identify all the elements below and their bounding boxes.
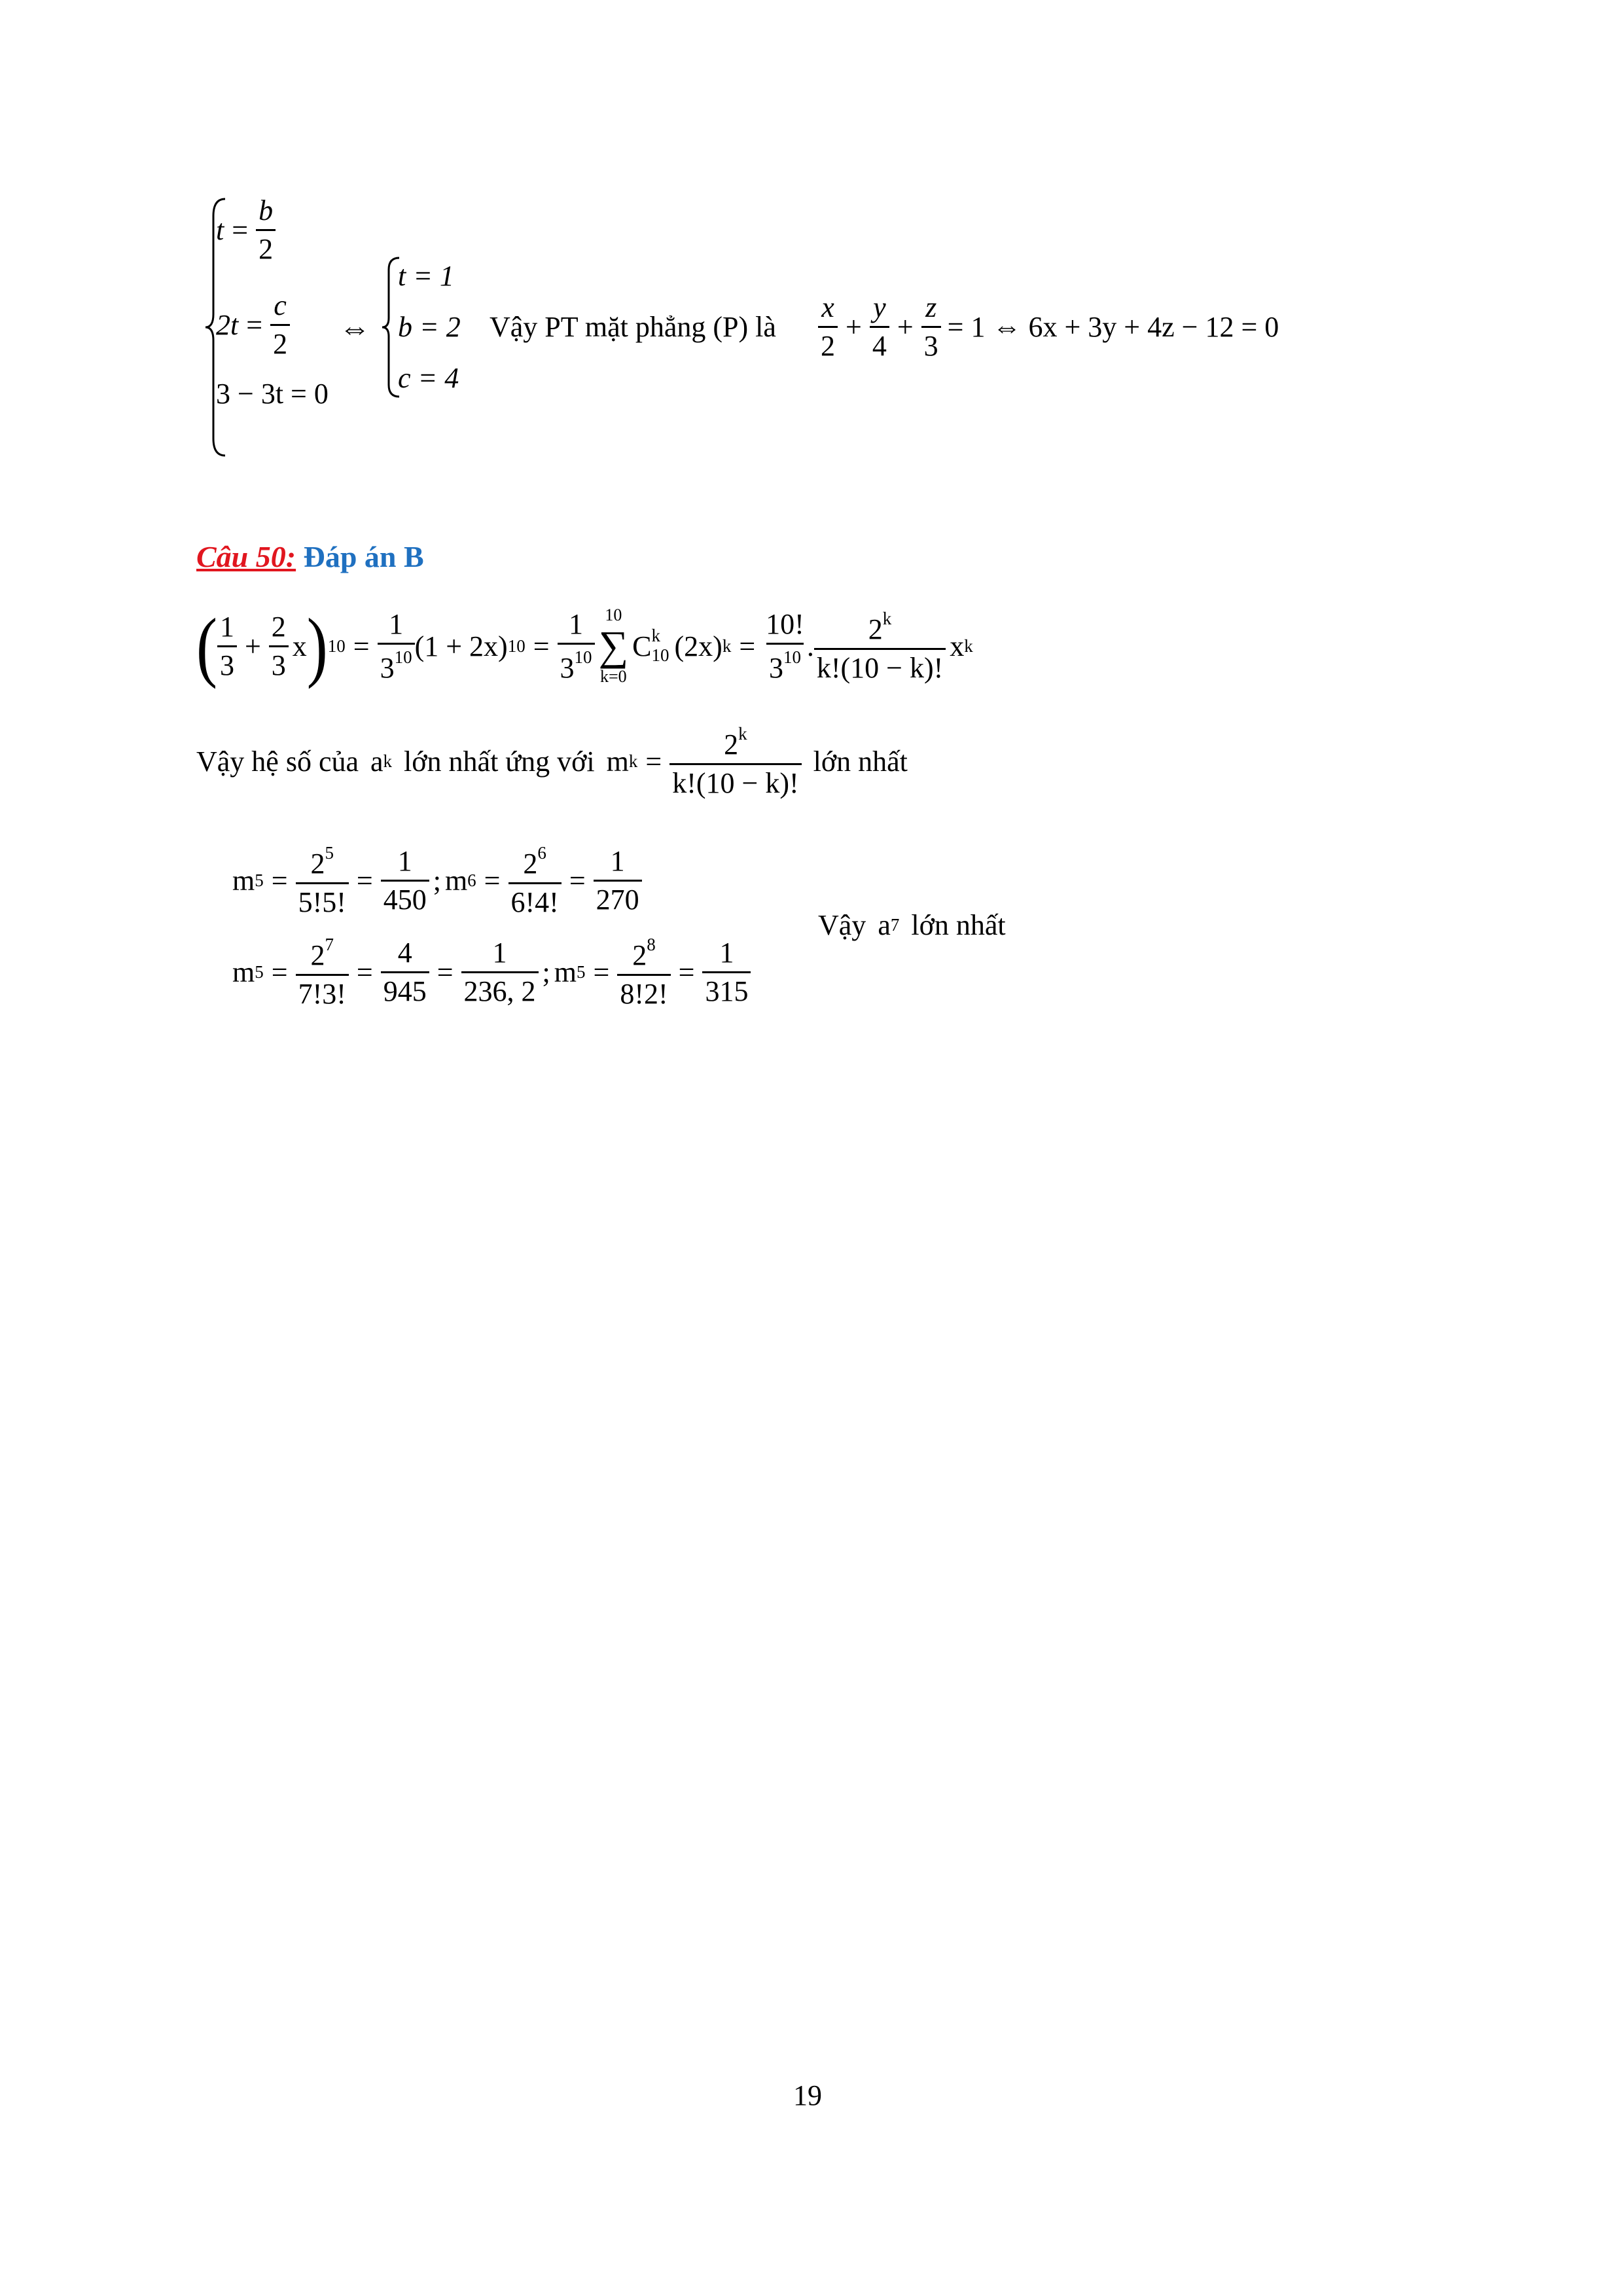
question-heading <box>196 542 424 572</box>
system-left-row3: 3 − 3t = 0 <box>216 378 329 410</box>
m-values-row2: m 5 = $\frac{2^7}{7!3!}$ = $\frac{4}{945}$ = $\frac{1}{236, 2}$ ; m 5 = $\frac{2^8}{8!2!}$ = $\frac{1}{315}$ <box>232 936 751 1009</box>
page-number: 19 <box>793 2079 822 2111</box>
fraction-b-over-2: $\frac{b}{2}$ <box>256 196 276 264</box>
fraction-z-over-3: $\frac{z}{3}$ <box>921 293 941 361</box>
conclusion-text: Vậy PT mặt phẳng (P) là <box>490 311 776 343</box>
system-left-row2: 2t = $\frac{c}{2}$ <box>216 291 290 359</box>
coefficient-statement: Vậy hệ số của a k lớn nhất ứng với m k = $\frac{2^k}{k!(10 - k)!}$ lớn nhất <box>196 724 908 799</box>
m-values-result: Vậy a 7 lớn nhất <box>818 909 1006 941</box>
sum-symbol: 10 ∑ k=0 <box>598 605 629 686</box>
fraction-y-over-4: $\frac{y}{4}$ <box>870 293 889 361</box>
fraction-c-over-2: $\frac{c}{2}$ <box>270 291 290 359</box>
binomial-expansion: ( $\frac{1}{3}$ + $\frac{2}{3}$ x ) 10 = $\frac{1}{3^{10}}$ (1 + 2x) 10 = $\frac{1}{3^{10}}$ 10 ∑ k=0 C k 10 (2x) k = $\frac{10!}{3^{10}}$ . $\frac{2^k}{k!(10 - k)!}$ x k <box>196 601 973 690</box>
m-values-row1: m 5 = $\frac{2^5}{5!5!}$ = $\frac{1}{450}$ ; m 6 = $\frac{2^6}{6!4!}$ = $\frac{1}{270}$ <box>232 844 642 917</box>
system-right-row1: t = 1 <box>398 260 454 292</box>
system-right-row2: b = 2 <box>398 311 461 343</box>
system-left-row1: t = $\frac{b}{2}$ <box>216 196 276 264</box>
question-answer: Đáp án B <box>303 540 424 573</box>
fraction-x-over-2: $\frac{x}{2}$ <box>818 293 838 361</box>
iff-symbol: ⇔ <box>339 311 370 346</box>
question-label: Câu 50: <box>196 540 296 573</box>
plane-equation-tail: = 1 ⇔ 6x + 3y + 4z − 12 = 0 <box>947 311 1279 343</box>
system-right-row3: c = 4 <box>398 362 459 394</box>
plane-equation: $\frac{x}{2}$ + $\frac{y}{4}$ + $\frac{z}{3}$ = 1 ⇔ 6x + 3y + 4z − 12 = 0 <box>818 293 1279 361</box>
